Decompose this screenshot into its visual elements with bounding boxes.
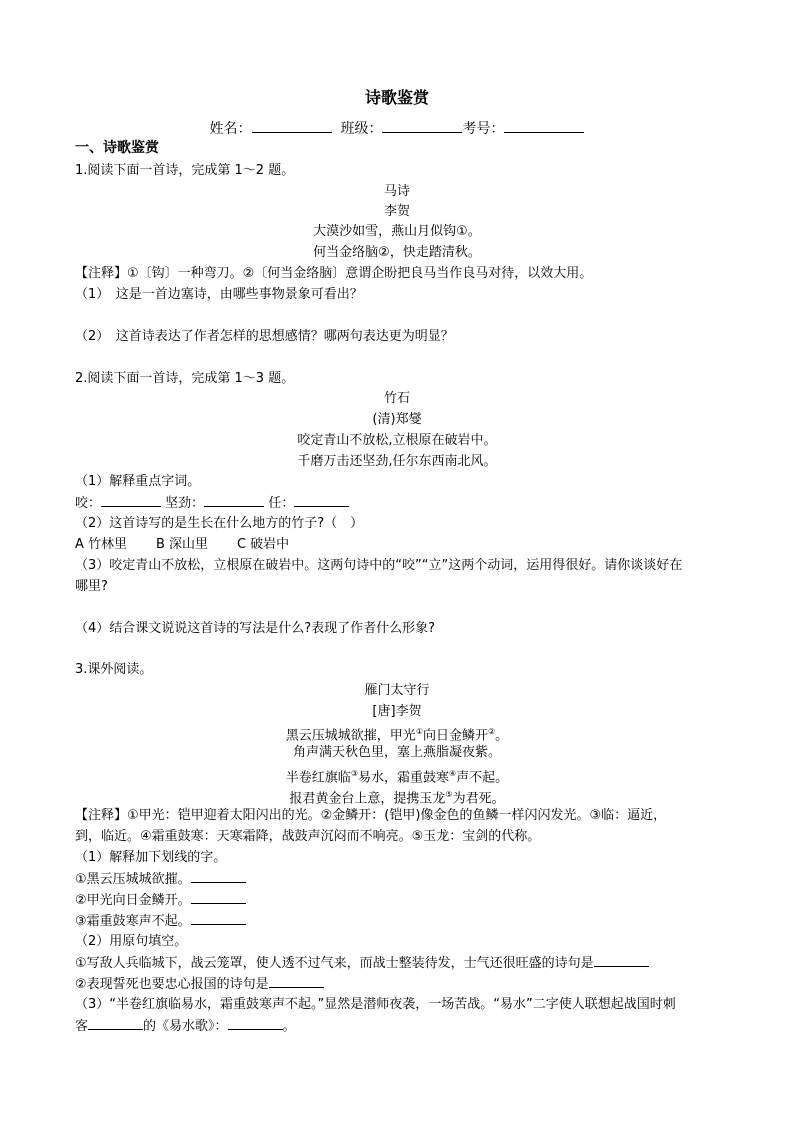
word-ren-label: 任： [268,496,295,511]
q1-sub1: （1） 这是一首边塞诗，由哪些事物景象可看出？ [75,287,363,302]
q3-sub3-line1: （3）“半卷红旗临易水，霜重鼓寒声不起。”显然是潜师夜袭，一场苦战。“易水”二字使人联想起战国时刺 [75,997,676,1012]
q3-author: [唐]李贺 [372,704,422,719]
q2-intro: 2.阅读下面一首诗，完成第 1～3 题。 [75,371,295,386]
q2-poem-line-1: 咬定青山不放松,立根原在破岩中。 [297,433,497,448]
q2-options [75,535,724,554]
q2-sub1: （1）解释重点字词。 [75,474,201,489]
assassin-blank[interactable] [88,1016,143,1030]
q2-sub4: （4）结合课文说说这首诗的写法是什么?表现了作者什么形象? [75,621,436,636]
q3-fill-2: ②表现誓死也要忠心报国的诗句是 [75,974,724,994]
note-mark-2: ② [488,727,496,736]
name-label: 姓名： [209,121,252,137]
option-a[interactable]: A 竹林里 [75,537,128,552]
q1-author: 李贺 [383,204,410,219]
name-field[interactable] [252,119,332,133]
q3-explain-3: ③霜重鼓寒声不起。 [75,911,724,931]
q3-poem-title: 雁门太守行 [364,683,430,698]
student-info-row [0,119,794,139]
q1-poem-line-2: 何当金络脑②，快走踏清秋。 [313,245,481,260]
page-title: 诗歌鉴赏 [364,88,429,107]
class-field[interactable] [382,119,462,133]
explain-2-blank[interactable] [191,890,246,904]
note-mark-5: ⑤ [445,790,453,799]
q3-poem-line-1: 黑云压城城欲摧，甲光①向日金鳞开②。 [285,727,509,744]
exam-label: 考号： [462,121,505,137]
word-jianjing-label: 坚劲： [165,496,205,511]
section-heading: 一、诗歌鉴赏 [75,140,159,156]
note-mark-3: ③ [350,769,358,778]
word-yao-blank[interactable] [101,493,161,507]
q2-poem-title: 竹石 [383,391,410,406]
q2-author: (清)郑燮 [372,412,422,427]
q2-poem-line-2: 千磨万击还坚劲,任尔东西南北风。 [297,454,497,469]
q2-sub2: （2）这首诗写的是生长在什么地方的竹子?（ ） [75,516,364,531]
q2-word-row [75,493,724,513]
exam-field[interactable] [504,119,584,133]
note-mark-4: ④ [449,769,457,778]
q3-note-line1: 【注释】①甲光：铠甲迎着太阳闪出的光。②金鳞开：(铠甲)像金色的鱼鳞一样闪闪发光。③临：逼近， [75,808,667,823]
fill-2-blank[interactable] [269,974,324,988]
q1-poem-title: 马诗 [383,184,410,199]
fill-1-blank[interactable] [594,953,649,967]
q3-poem-line-3: 半卷红旗临③易水，霜重鼓寒④声不起。 [285,769,509,786]
q3-fill-1: ①写敌人兵临城下，战云笼罩，使人透不过气来，而战士整装待发，士气还很旺盛的诗句是 [75,953,724,973]
option-c[interactable]: C 破岩中 [236,537,290,552]
note-mark-1: ① [415,727,423,736]
q3-note-line2: 到，临近。④霜重鼓寒：天寒霜降，战鼓声沉闷而不响亮。⑤玉龙：宝剑的代称。 [75,829,541,844]
q2-sub3-line1: （3）咬定青山不放松，立根原在破岩中。这两句诗中的“咬”“立”这两个动词，运用得很好。请你谈谈好在 [75,558,683,573]
q1-poem-line-1: 大漠沙如雪，燕山月似钩①。 [313,224,481,239]
q3-sub1: （1）解释加下划线的字。 [75,850,227,865]
q1-sub2: （2） 这首诗表达了作者怎样的思想感情？哪两句表达更为明显？ [75,329,454,344]
q3-explain-1: ①黑云压城城欲摧。 [75,869,724,889]
option-b[interactable]: B 深山里 [155,537,209,552]
q3-poem-line-4: 报君黄金台上意，提携玉龙⑤为君死。 [289,790,505,807]
q3-poem-line-2: 角声满天秋色里，塞上燕脂凝夜紫。 [292,745,501,760]
q1-note: 【注释】①〔钩〕一种弯刀。②〔何当金络脑〕意谓企盼把良马当作良马对待，以效大用。 [75,266,593,281]
word-yao-label: 咬： [75,496,102,511]
q2-sub3-line2: 哪里? [75,579,108,594]
class-label: 班级： [340,121,383,137]
explain-3-blank[interactable] [191,911,246,925]
song-blank[interactable] [228,1016,283,1030]
word-ren-blank[interactable] [294,493,349,507]
q3-explain-2: ②甲光向日金鳞开。 [75,890,724,910]
word-jianjing-blank[interactable] [204,493,264,507]
q3-sub2: （2）用原句填空。 [75,934,188,949]
q3-sub3-line2: 客 的《易水歌》： 。 [75,1016,724,1036]
q3-intro: 3.课外阅读。 [75,662,153,677]
explain-1-blank[interactable] [191,869,246,883]
q1-intro: 1.阅读下面一首诗，完成第 1～2 题。 [75,163,295,178]
